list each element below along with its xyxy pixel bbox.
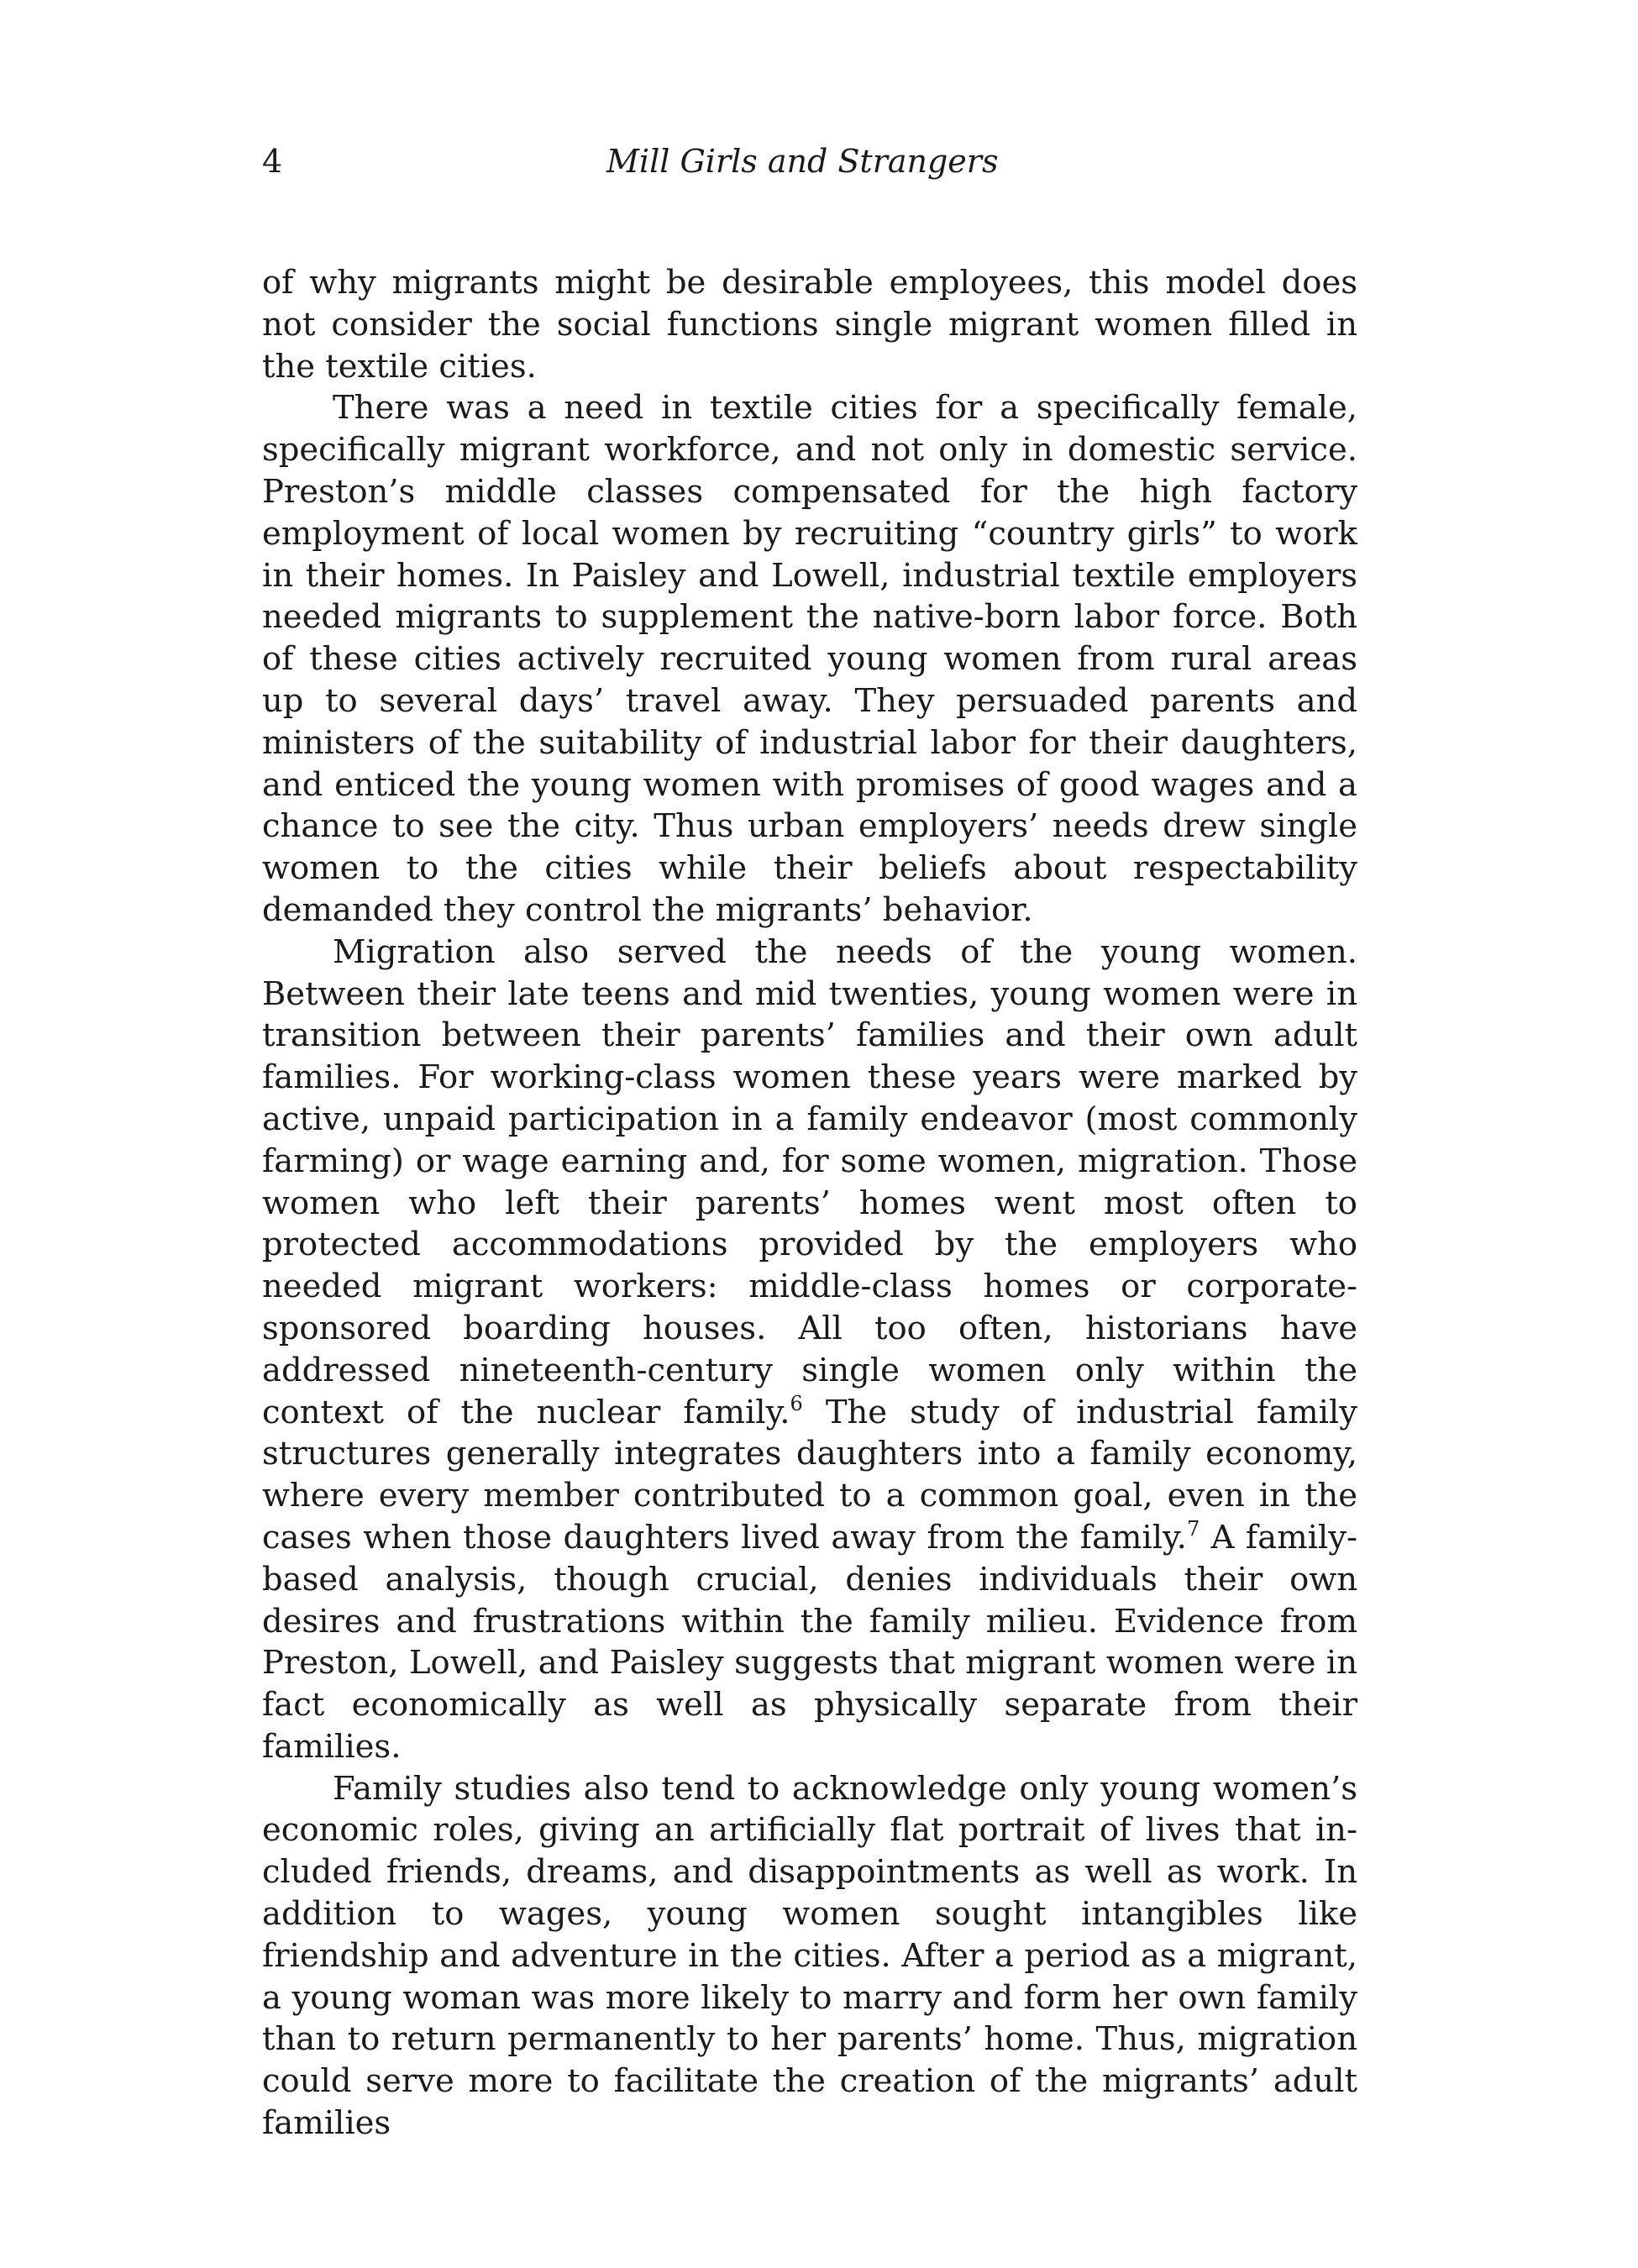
running-head xyxy=(262,143,1357,193)
book-title: Mill Girls and Strangers xyxy=(606,143,999,180)
page-number: 4 xyxy=(262,143,283,180)
paragraph-family-studies: Family studies also tend to acknowledge only young women’s economic roles, giving an artificially flat portrait of lives that included friends, dreams, and disappointments as well as work. In addition to wages, young women sought intangibles like friendship and adventure in the cities. After a period as a migrant, a young woman was more likely to marry and form her own family than to return permanently to her parents’ home. Thus, migration could serve more to facilitate the creation of the migrants’ adult families xyxy=(262,1769,1357,2143)
paragraph-segment: A family-based analysis, though crucial, denies individuals their own desires and frustrations within the family milieu. Evidence from Preston, Lowell, and Paisley suggests that migrant women were in fact economically as well as physically separate from their families. xyxy=(262,1518,1357,1766)
paragraph-continuation: of why migrants might be desirable employees, this model does not consider the social functions single migrant women filled in the textile cities. xyxy=(262,264,1357,386)
footnote-marker-6: 6 xyxy=(790,1391,803,1415)
paragraph-segment: Migration also served the needs of the young women. Between their late teens and mid twenties, young women were in transition between their parents’ families and their own adult families. For working-class women these years were marked by active, unpaid participation in a family endeavor (most commonly farming) or wage earning and, for some women, migration. Those women who left their parents’ homes went most often to protected accommodations provided by the employers who needed migrant workers: middle-class homes or corporate-sponsored boarding houses. All too often, historians have addressed nineteenth-century single women only within the context of the nuclear family. xyxy=(262,932,1357,1431)
paragraph-migrant-workforce: There was a need in textile cities for a specifically female, specifically migrant workforce, and not only in domestic service. Preston’s middle classes compensated for the high factory employment of local women by recruiting “country girls” to work in their homes. In Paisley and Lowell, industrial textile employers needed migrants to supplement the native-born labor force. Both of these cities actively recruited young women from rural areas up to several days’ travel away. They persuaded parents and ministers of the suitability of industrial labor for their daughters, and enticed the young women with promises of good wages and a chance to see the city. Thus urban employers’ needs drew single women to the cities while their beliefs about respectability demanded they control the migrants’ behavior. xyxy=(262,389,1357,929)
paragraph-migration-needs xyxy=(262,932,1357,1768)
body-text xyxy=(262,262,1357,2145)
paragraph-segment: The study of industrial family structures generally integrates daughters into a family economy, where every member contributed to a common goal, even in the cases when those daughters lived away from the family. xyxy=(262,1393,1357,1557)
footnote-marker-7: 7 xyxy=(1186,1516,1200,1541)
